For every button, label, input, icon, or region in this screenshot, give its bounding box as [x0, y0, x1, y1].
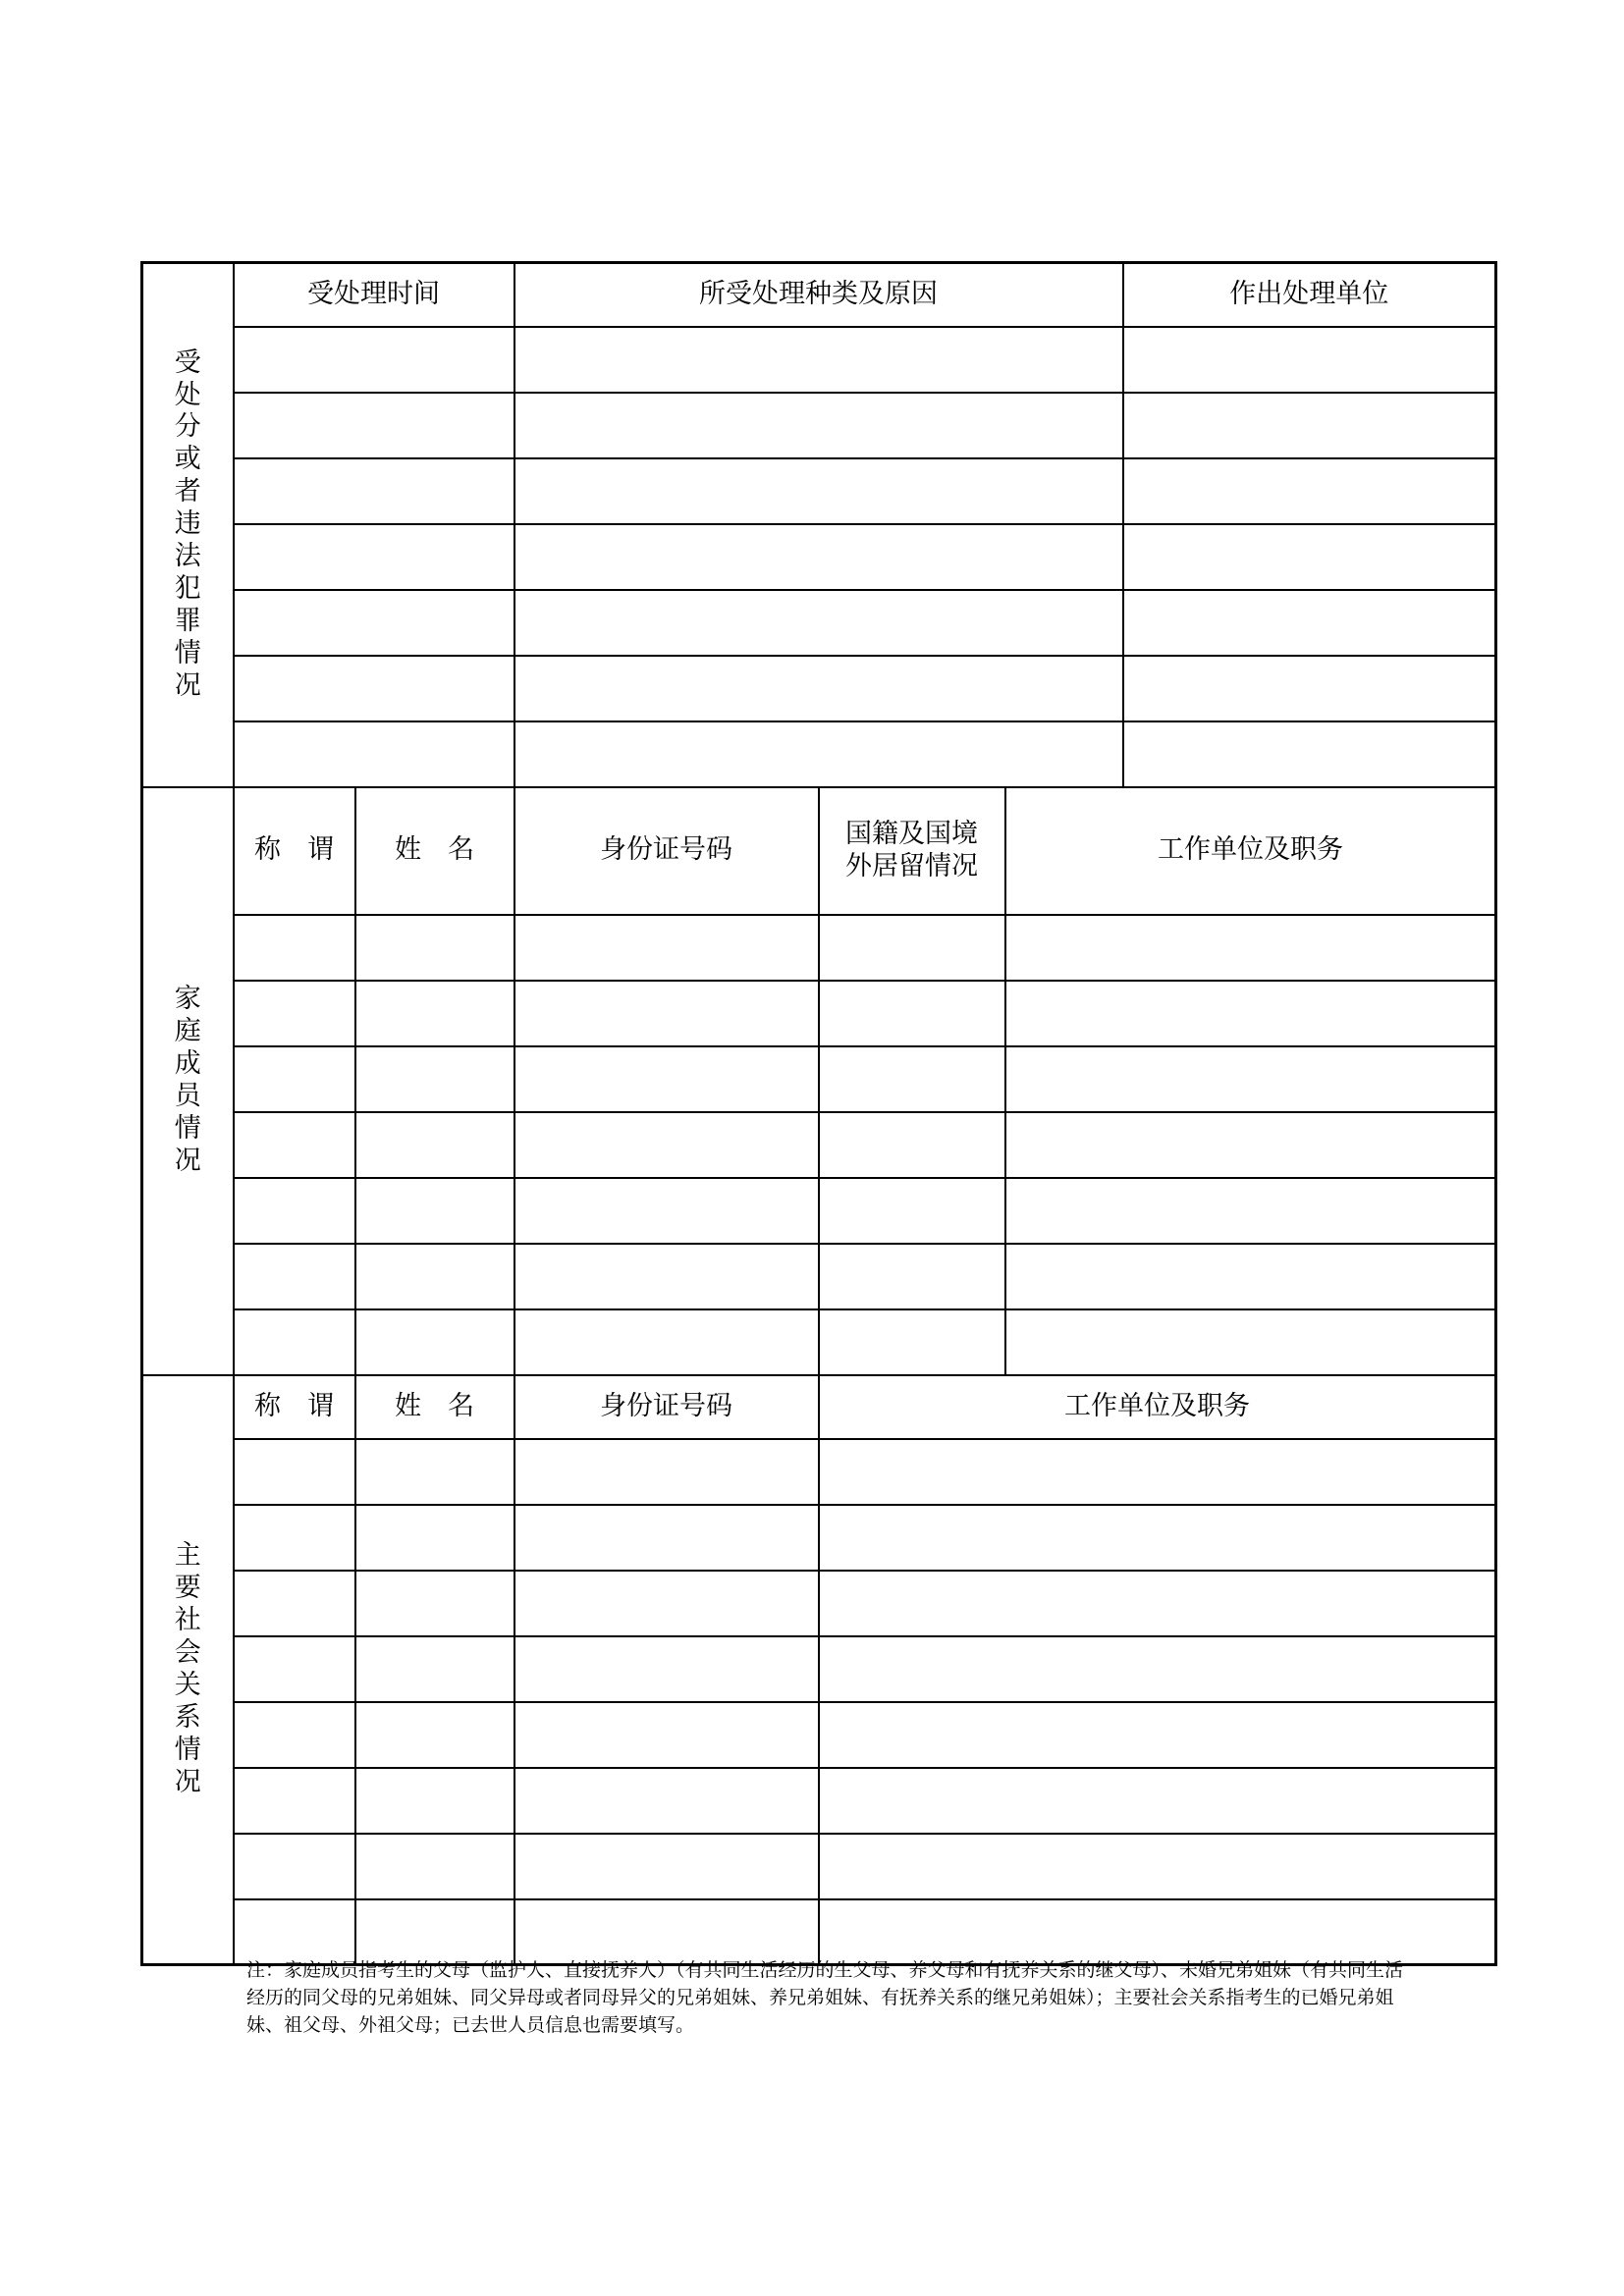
family-relation-cell[interactable] — [234, 1244, 355, 1309]
header-social-id-number: 身份证号码 — [514, 1375, 819, 1439]
header-social-relation: 称 谓 — [234, 1375, 355, 1439]
social-name-cell[interactable] — [355, 1768, 514, 1834]
family-nationality-cell[interactable] — [819, 1046, 1005, 1112]
family-work-cell[interactable] — [1005, 1309, 1496, 1375]
header-social-name: 姓 名 — [355, 1375, 514, 1439]
social-work-cell[interactable] — [819, 1768, 1496, 1834]
family-id-cell[interactable] — [514, 981, 819, 1046]
social-relation-cell[interactable] — [234, 1439, 355, 1505]
punishment-unit-cell[interactable] — [1123, 524, 1496, 590]
family-relation-cell[interactable] — [234, 1309, 355, 1375]
social-id-cell[interactable] — [514, 1834, 819, 1899]
family-relation-cell[interactable] — [234, 1178, 355, 1244]
family-name-cell[interactable] — [355, 1244, 514, 1309]
family-id-cell[interactable] — [514, 1046, 819, 1112]
family-id-cell[interactable] — [514, 1112, 819, 1178]
header-punishment-time: 受处理时间 — [234, 263, 514, 327]
family-name-cell[interactable] — [355, 915, 514, 981]
social-work-cell[interactable] — [819, 1505, 1496, 1571]
punishment-unit-cell[interactable] — [1123, 590, 1496, 656]
social-relation-cell[interactable] — [234, 1636, 355, 1702]
family-nationality-cell[interactable] — [819, 1112, 1005, 1178]
punishment-time-cell[interactable] — [234, 590, 514, 656]
family-name-cell[interactable] — [355, 1112, 514, 1178]
header-social-work-unit: 工作单位及职务 — [819, 1375, 1496, 1439]
social-id-cell[interactable] — [514, 1571, 819, 1636]
family-nationality-cell[interactable] — [819, 915, 1005, 981]
social-relation-cell[interactable] — [234, 1899, 355, 1965]
family-name-cell[interactable] — [355, 1046, 514, 1112]
punishment-reason-cell[interactable] — [514, 524, 1123, 590]
punishment-reason-cell[interactable] — [514, 393, 1123, 458]
punishment-reason-cell[interactable] — [514, 656, 1123, 721]
punishment-time-cell[interactable] — [234, 524, 514, 590]
family-work-cell[interactable] — [1005, 981, 1496, 1046]
family-work-cell[interactable] — [1005, 1046, 1496, 1112]
punishment-reason-cell[interactable] — [514, 590, 1123, 656]
social-section-label: 主要社会关系情况 — [142, 1375, 234, 1965]
family-id-cell[interactable] — [514, 915, 819, 981]
social-relation-cell[interactable] — [234, 1768, 355, 1834]
punishment-section-label: 受处分或者违法犯罪情况 — [142, 263, 234, 787]
social-name-cell[interactable] — [355, 1899, 514, 1965]
social-relation-cell[interactable] — [234, 1571, 355, 1636]
social-name-cell[interactable] — [355, 1439, 514, 1505]
family-relation-cell[interactable] — [234, 1112, 355, 1178]
social-relation-cell[interactable] — [234, 1702, 355, 1768]
social-work-cell[interactable] — [819, 1636, 1496, 1702]
family-nationality-cell[interactable] — [819, 1309, 1005, 1375]
family-name-cell[interactable] — [355, 1178, 514, 1244]
social-work-cell[interactable] — [819, 1571, 1496, 1636]
punishment-reason-cell[interactable] — [514, 721, 1123, 787]
header-family-id-number: 身份证号码 — [514, 787, 819, 915]
header-family-name: 姓 名 — [355, 787, 514, 915]
header-punishment-type-reason: 所受处理种类及原因 — [514, 263, 1123, 327]
family-id-cell[interactable] — [514, 1244, 819, 1309]
social-work-cell[interactable] — [819, 1899, 1496, 1965]
family-work-cell[interactable] — [1005, 1112, 1496, 1178]
family-name-cell[interactable] — [355, 981, 514, 1046]
family-work-cell[interactable] — [1005, 1244, 1496, 1309]
family-id-cell[interactable] — [514, 1178, 819, 1244]
social-name-cell[interactable] — [355, 1834, 514, 1899]
nationality-line-2: 外居留情况 — [845, 850, 978, 881]
registration-form-table — [140, 261, 1497, 1966]
social-relation-cell[interactable] — [234, 1505, 355, 1571]
header-family-nationality — [819, 787, 1005, 915]
social-name-cell[interactable] — [355, 1571, 514, 1636]
family-relation-cell[interactable] — [234, 915, 355, 981]
family-nationality-cell[interactable] — [819, 981, 1005, 1046]
social-id-cell[interactable] — [514, 1439, 819, 1505]
punishment-time-cell[interactable] — [234, 393, 514, 458]
punishment-reason-cell[interactable] — [514, 327, 1123, 393]
family-work-cell[interactable] — [1005, 915, 1496, 981]
social-name-cell[interactable] — [355, 1702, 514, 1768]
social-id-cell[interactable] — [514, 1702, 819, 1768]
punishment-reason-cell[interactable] — [514, 458, 1123, 524]
footnote: 注：家庭成员指考生的父母（监护人、直接抚养人）（有共同生活经历的生父母、养父母和有抚养关系的继父母）、未婚兄弟姐妹（有共同生活经历的同父母的兄弟姐妹、同父异母或者同母异父的兄弟姐妹、养兄弟姐妹、有抚养关系的继兄弟姐妹）；主要社会关系指考生的已婚兄弟姐妹、祖父母、外祖父母；已去世人员信息也需要填写。 — [246, 1959, 1404, 2036]
family-name-cell[interactable] — [355, 1309, 514, 1375]
family-relation-cell[interactable] — [234, 981, 355, 1046]
punishment-unit-cell[interactable] — [1123, 393, 1496, 458]
social-id-cell[interactable] — [514, 1636, 819, 1702]
social-work-cell[interactable] — [819, 1702, 1496, 1768]
social-id-cell[interactable] — [514, 1899, 819, 1965]
social-relation-cell[interactable] — [234, 1834, 355, 1899]
punishment-time-cell[interactable] — [234, 327, 514, 393]
family-nationality-cell[interactable] — [819, 1178, 1005, 1244]
family-section-label: 家庭成员情况 — [142, 787, 234, 1375]
family-relation-cell[interactable] — [234, 1046, 355, 1112]
punishment-time-cell[interactable] — [234, 721, 514, 787]
family-nationality-cell[interactable] — [819, 1244, 1005, 1309]
punishment-unit-cell[interactable] — [1123, 458, 1496, 524]
social-name-cell[interactable] — [355, 1636, 514, 1702]
punishment-time-cell[interactable] — [234, 656, 514, 721]
punishment-time-cell[interactable] — [234, 458, 514, 524]
family-work-cell[interactable] — [1005, 1178, 1496, 1244]
social-work-cell[interactable] — [819, 1439, 1496, 1505]
punishment-unit-cell[interactable] — [1123, 656, 1496, 721]
punishment-unit-cell[interactable] — [1123, 327, 1496, 393]
header-punishment-unit: 作出处理单位 — [1123, 263, 1496, 327]
punishment-unit-cell[interactable] — [1123, 721, 1496, 787]
nationality-line-1: 国籍及国境 — [845, 819, 978, 850]
header-family-work-unit: 工作单位及职务 — [1005, 787, 1496, 915]
social-work-cell[interactable] — [819, 1834, 1496, 1899]
family-id-cell[interactable] — [514, 1309, 819, 1375]
social-id-cell[interactable] — [514, 1768, 819, 1834]
header-family-relation: 称 谓 — [234, 787, 355, 915]
social-id-cell[interactable] — [514, 1505, 819, 1571]
social-name-cell[interactable] — [355, 1505, 514, 1571]
